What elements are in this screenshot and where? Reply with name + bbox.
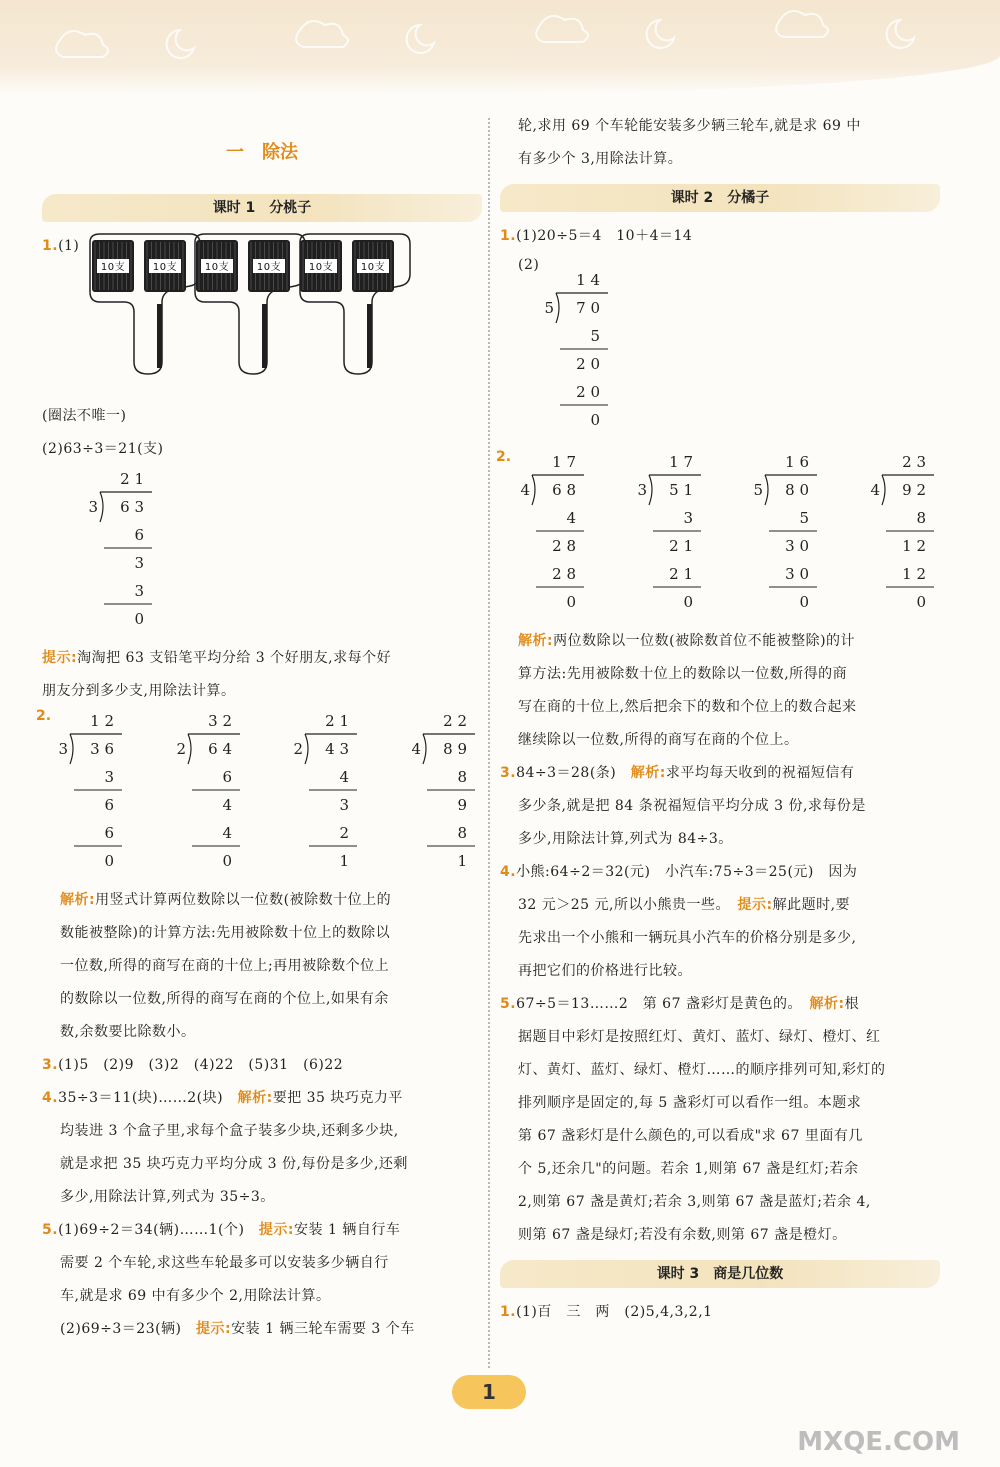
q5-analysis-line: 排列顺序是固定的,每 5 盏彩灯可以看作一组。本题求 [518,1095,862,1111]
q1-number: 1. [500,228,517,244]
division-quotient: 1 4 [576,271,600,289]
division-quotient: 2 1 [325,712,349,730]
long-division [82,466,162,642]
division-divisor: 2 [175,740,186,758]
q5-answer: 67÷5＝13……2 第 67 盏彩灯是黄色的。 [516,996,795,1012]
q1-long-division [500,267,940,443]
bundle-label: 10支 [308,262,334,273]
right-column [496,110,940,1329]
continued-text: 有多少个 3,用除法计算。 [518,151,683,167]
header-banner [0,0,1000,95]
q2-long-divisions [500,449,940,625]
q4-analysis-line: 要把 35 块巧克力平 [272,1090,403,1106]
hint1-text-2: 朋友分到多少支,用除法计算。 [42,683,236,699]
division-step: 6 [104,824,114,842]
hint-tag: 提示: [42,650,78,666]
q5-hint-line: 安装 1 辆自行车 [294,1222,401,1238]
continued-text: 轮,求用 69 个车轮能安装多少辆三轮车,就是求 69 中 [518,118,861,134]
unit-title: 一 除法 [226,142,298,163]
q3-analysis-line: 多少条,就是把 84 条祝福短信平均分成 3 份,求每份是 [518,798,866,814]
analysis-tag: 解析: [60,892,96,908]
lesson3-q1-answer: (1)百 三 两 (2)5,4,3,2,1 [516,1304,713,1320]
division-dividend: 6 8 [552,481,576,499]
long-division [631,449,708,625]
division-divisor: 4 [410,740,421,758]
division-step: 0 [799,593,809,611]
division-divisor: 5 [544,299,554,317]
division-dividend: 6 3 [120,498,144,516]
q5-hint-line: 需要 2 个车轮,求这些车轮最多可以安装多少辆自行 [60,1255,389,1271]
division-step: 8 [915,509,926,527]
bundle-label: 10支 [152,262,178,273]
division-step: 1 [339,852,349,870]
division-step: 9 [456,796,467,814]
q1-answer-2: (2)63÷3＝21(支) [42,441,164,457]
analysis-tag: 解析: [518,633,554,649]
q5-number: 5. [42,1222,59,1238]
division-dividend: 9 2 [901,481,926,499]
single-pencil [157,304,162,368]
analysis2-line: 两位数除以一位数(被除数首位不能被整除)的计 [553,633,856,649]
q1-pencil-figure [42,230,482,400]
q4-hint-line: 解此题时,要 [772,897,851,913]
decoration-clouds [0,0,1000,95]
division-quotient: 2 1 [120,470,144,488]
division-step: 2 8 [552,537,576,555]
division-step: 6 [134,526,144,544]
q4-answer-2: 32 元＞25 元,所以小熊贵一些。 [518,897,723,913]
division-step: 2 1 [668,537,693,555]
division-divisor: 3 [58,740,68,758]
division-quotient: 1 2 [90,712,114,730]
division-step: 3 0 [785,537,809,555]
division-step: 2 [339,824,349,842]
analysis2-line: 用竖式计算两位数除以一位数(被除数十位上的 [95,892,392,908]
division-dividend: 3 6 [90,740,114,758]
division-step: 2 0 [576,355,600,373]
long-division [538,267,618,443]
q3-answer: 84÷3＝28(条) [516,765,617,781]
q2-number: 2. [36,708,52,724]
division-step: 4 [221,796,232,814]
q3-number: 3. [42,1057,59,1073]
division-dividend: 6 4 [207,740,232,758]
division-step: 0 [566,593,576,611]
pencil-bundles-illustration [82,232,462,397]
long-division [170,708,248,884]
q3-analysis-line: 求平均每天收到的祝福短信有 [665,765,855,781]
hint-tag: 提示: [196,1321,232,1337]
q4-number: 4. [42,1090,59,1106]
division-divisor: 3 [636,481,647,499]
q5-answer-2: (2)69÷3＝23(辆) [60,1321,182,1337]
analysis2-line: 数,余数要比除数小。 [60,1024,196,1040]
q1-long-division [42,466,482,642]
long-division [514,449,591,625]
analysis-tag: 解析: [237,1090,273,1106]
lesson-1-header: 课时 1 分桃子 [42,194,482,222]
q5-analysis-line: 第 67 盏彩灯是什么颜色的,可以看成"求 67 里面有几 [518,1128,863,1144]
q1-number: 1. [42,238,59,254]
hint-tag: 提示: [737,897,773,913]
q2-long-divisions [42,708,482,884]
division-step: 0 [590,411,600,429]
hint1-text: 淘淘把 63 支铅笔平均分给 3 个好朋友,求每个好 [77,650,392,666]
q4-analysis-line: 就是求把 35 块巧克力平均分成 3 份,每份是多少,还剩 [60,1156,408,1172]
q1-sub2: (2) [518,257,540,273]
q2-block [496,449,940,625]
lesson-3-header: 课时 3 商是几位数 [500,1260,940,1288]
lesson-2-header: 课时 2 分橘子 [500,184,940,212]
division-step: 0 [682,593,693,611]
analysis2-line: 的数除以一位数,所得的商写在商的个位上,如果有余 [60,991,389,1007]
left-column [36,110,482,1346]
long-division [747,449,824,625]
division-quotient: 1 7 [668,453,693,471]
division-step: 5 [590,327,600,345]
bundle-label: 10支 [360,262,386,273]
q5-analysis-line: 灯、黄灯、蓝灯、绿灯、橙灯……的顺序排列可知,彩灯的 [518,1062,886,1078]
division-divisor: 2 [293,740,303,758]
division-step: 0 [134,610,144,628]
bundle-label: 10支 [256,262,282,273]
lesson3-q1-number: 1. [500,1304,517,1320]
division-step: 3 [104,768,114,786]
q5-number: 5. [500,996,517,1012]
division-dividend: 8 0 [785,481,809,499]
q5-analysis-line: 2,则第 67 盏是黄灯;若余 3,则第 67 盏是蓝灯;若余 4, [518,1194,871,1210]
division-step: 4 [221,824,232,842]
analysis2-line: 写在商的十位上,然后把余下的数和个位上的数合起来 [518,699,857,715]
division-step: 8 [456,768,467,786]
division-step: 4 [566,509,576,527]
division-quotient: 2 2 [442,712,467,730]
division-step: 2 1 [668,565,693,583]
watermark-text: MXQE.COM [797,1427,960,1457]
division-step: 1 [456,852,467,870]
q2-block [36,708,482,884]
q3-answers: (1)5 (2)9 (3)2 (4)22 (5)31 (6)22 [58,1057,344,1073]
hint-tag: 提示: [258,1222,295,1238]
division-step: 8 [456,824,467,842]
division-dividend: 4 3 [325,740,349,758]
analysis2-line: 一位数,所得的商写在商的十位上;再用被除数个位上 [60,958,390,974]
division-step: 0 [221,852,232,870]
division-dividend: 7 0 [576,299,600,317]
division-dividend: 5 1 [668,481,693,499]
q5-answer-1: (1)69÷2＝34(辆)……1(个) [58,1222,245,1238]
division-step: 2 0 [576,383,600,401]
q4-answer: 35÷3＝11(块)……2(块) [58,1090,224,1106]
division-quotient: 1 7 [552,453,576,471]
page-number: 1 [452,1375,526,1409]
division-divisor: 5 [753,481,763,499]
single-pencil [367,304,372,368]
division-step: 3 [134,582,144,600]
q4-analysis-line: 均装进 3 个盒子里,求每个盒子装多少块,还剩多少块, [60,1123,399,1139]
division-step: 3 [339,796,349,814]
analysis-tag: 解析: [630,765,666,781]
q1-answer: (1)20÷5＝4 10＋4＝14 [516,228,693,244]
q5-hint-line: 安装 1 辆三轮车需要 3 个车 [231,1321,415,1337]
long-division [405,708,483,884]
division-divisor: 4 [520,481,530,499]
division-quotient: 3 2 [207,712,232,730]
division-quotient: 1 6 [785,453,809,471]
division-dividend: 8 9 [442,740,467,758]
q4-hint-line: 先求出一个小熊和一辆玩具小汽车的价格分别是多少, [518,930,857,946]
single-pencil [262,304,267,368]
division-step: 6 [104,796,114,814]
division-step: 3 [682,509,693,527]
bundle-label: 10支 [100,262,126,273]
q4-hint-line: 再把它们的价格进行比较。 [518,963,692,979]
q3-number: 3. [500,765,517,781]
q5-hint-line: 车,就是求 69 中有多少个 2,用除法计算。 [60,1288,331,1304]
division-step: 3 [134,554,144,572]
q1-sub1: (1) [58,238,80,254]
division-step: 0 [915,593,926,611]
q5-analysis-line: 据题目中彩灯是按照红灯、黄灯、蓝灯、绿灯、橙灯、红 [518,1029,881,1045]
q4-number: 4. [500,864,517,880]
division-divisor: 3 [88,498,98,516]
division-step: 0 [104,852,114,870]
bundle-label: 10支 [204,262,230,273]
division-quotient: 2 3 [901,453,926,471]
q2-number: 2. [496,449,512,465]
q4-analysis-line: 多少,用除法计算,列式为 35÷3。 [60,1189,275,1205]
long-division [287,708,365,884]
circle-note: (圈法不唯一) [42,408,127,424]
q4-answer: 小熊:64÷2＝32(元) 小汽车:75÷3＝25(元) 因为 [516,864,858,880]
long-division [864,449,941,625]
division-step: 1 2 [901,565,926,583]
analysis2-line: 算方法:先用被除数十位上的数除以一位数,所得的商 [518,666,848,682]
division-step: 1 2 [901,537,926,555]
q5-analysis-line: 则第 67 盏是绿灯;若没有余数,则第 67 盏是橙灯。 [518,1227,847,1243]
division-divisor: 4 [869,481,880,499]
division-step: 2 8 [552,565,576,583]
division-step: 6 [221,768,232,786]
q5-analysis-line: 个 5,还余几"的问题。若余 1,则第 67 盏是红灯;若余 [518,1161,859,1177]
analysis2-line: 数能被整除)的计算方法:先用被除数十位上的数除以 [60,925,391,941]
division-step: 4 [339,768,349,786]
long-division [52,708,130,884]
analysis-tag: 解析: [809,996,845,1012]
division-step: 5 [799,509,809,527]
q5-analysis-line: 根 [844,996,860,1012]
q3-analysis-line: 多少,用除法计算,列式为 84÷3。 [518,831,733,847]
division-step: 3 0 [785,565,809,583]
analysis2-line: 继续除以一位数,所得的商写在商的个位上。 [518,732,799,748]
column-divider [488,118,490,1368]
